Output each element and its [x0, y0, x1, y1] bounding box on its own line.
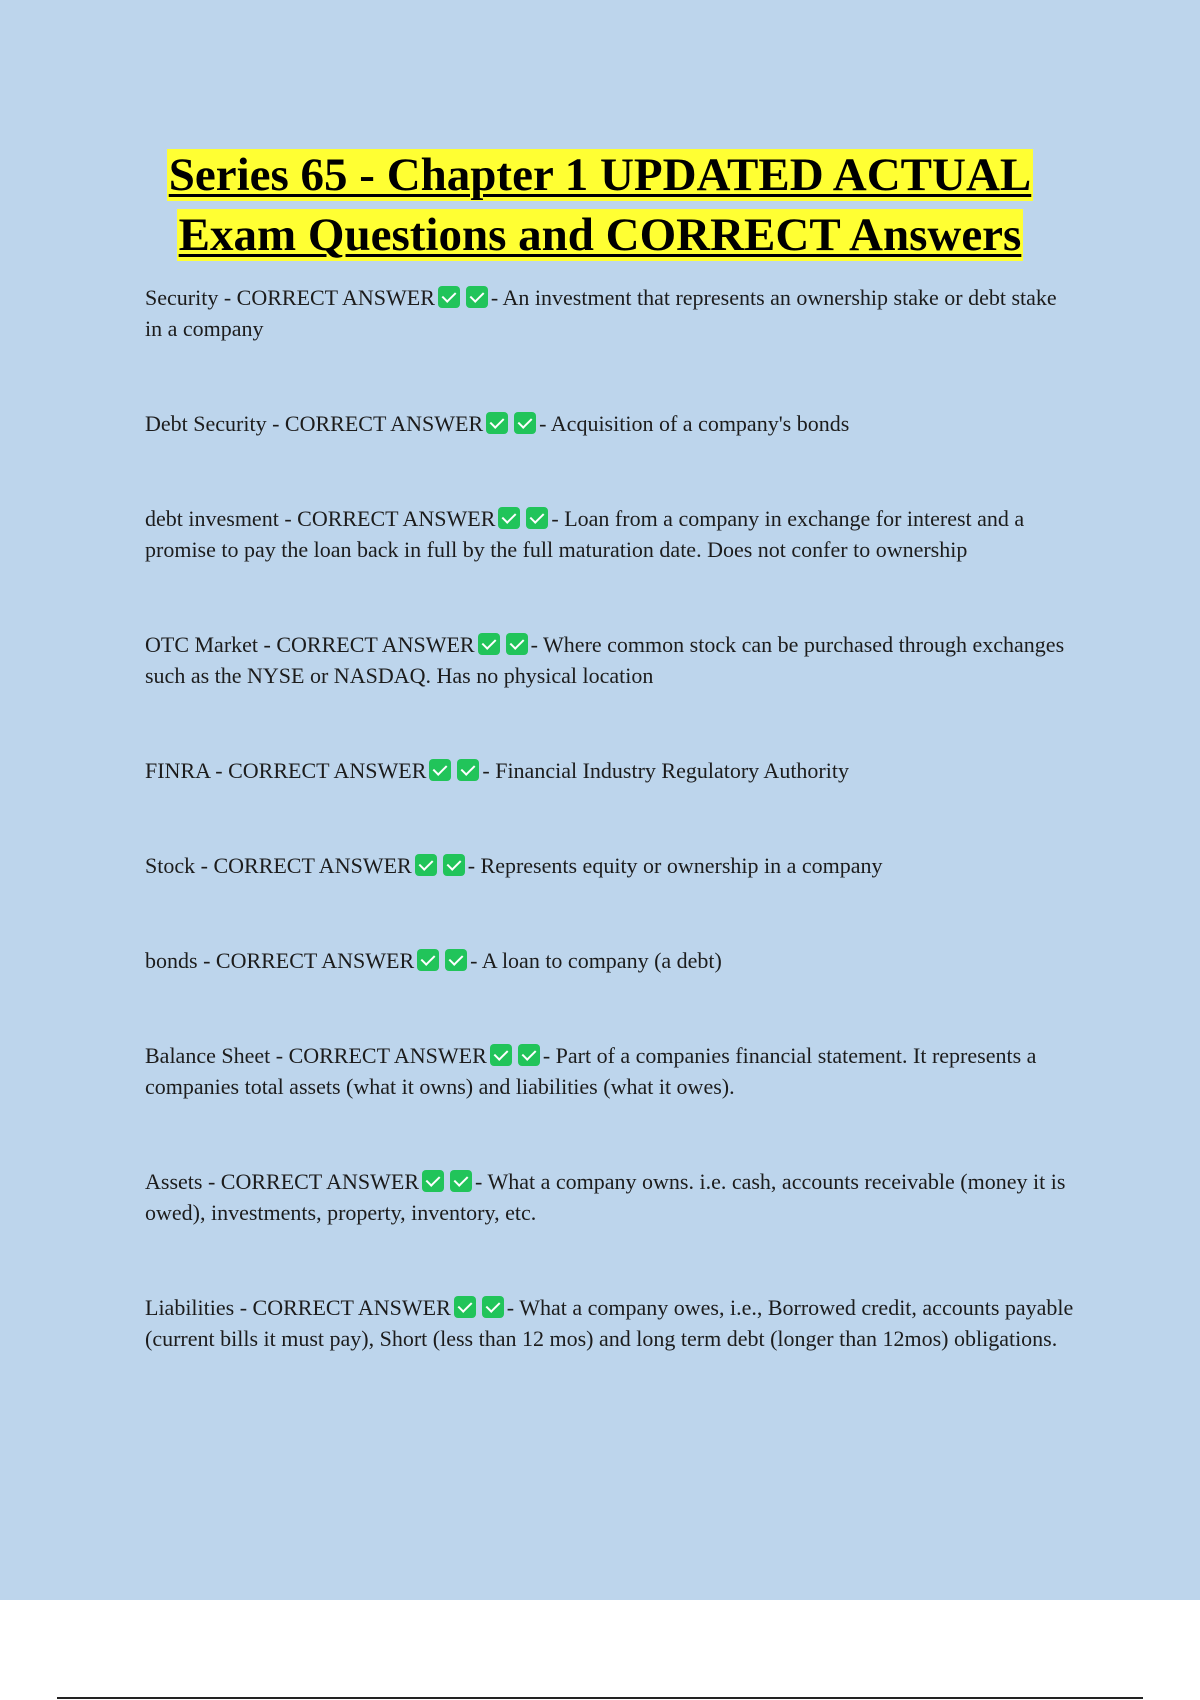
qa-entry: Balance Sheet - CORRECT ANSWER - Part of a companies financial statement. It represents a companies total assets (what it owns) and liabilities (what it owes).: [145, 1043, 1037, 1099]
green-check-icon: [486, 412, 508, 434]
entry-term: Balance Sheet: [145, 1043, 271, 1068]
green-check-icon: [466, 286, 488, 308]
entry-term: OTC Market: [145, 632, 259, 657]
qa-entry-list: [145, 282, 1075, 1354]
qa-entry: bonds - CORRECT ANSWER - A loan to company (a debt): [145, 948, 722, 973]
entry-definition: What a company owes, i.e., Borrowed credit, accounts payable (current bills it must pay), Short (less than 12 mos) and long term debt (longer than 12mos) obligations.: [145, 1295, 1074, 1351]
correct-answer-label: CORRECT ANSWER: [215, 948, 415, 973]
green-check-icon: [526, 507, 548, 529]
entry-term: Debt Security: [145, 411, 267, 436]
green-check-icon: [482, 1296, 504, 1318]
qa-entry: debt invesment - CORRECT ANSWER - Loan from a company in exchange for interest and a promise to pay the loan back in full by the full maturation date. Does not confer to ownership: [145, 506, 1025, 562]
title-line-1: Series 65 - Chapter 1 UPDATED ACTUAL: [168, 149, 1032, 201]
green-check-icon: [514, 412, 536, 434]
correct-answer-label: CORRECT ANSWER: [228, 758, 427, 783]
green-check-icon: [438, 286, 460, 308]
entry-definition: Acquisition of a company's bonds: [550, 411, 850, 436]
green-check-icon: [478, 633, 500, 655]
entry-definition: What a company owns. i.e. cash, accounts receivable (money it is owed), investments, property, inventory, etc.: [145, 1169, 1066, 1225]
green-check-icon: [518, 1044, 540, 1066]
qa-entry: Stock - CORRECT ANSWER - Represents equity or ownership in a company: [145, 853, 883, 878]
green-check-icon: [429, 759, 451, 781]
entry-definition: An investment that represents an ownership stake or debt stake in a company: [145, 285, 1057, 341]
correct-answer-label: CORRECT ANSWER: [284, 411, 484, 436]
correct-answer-label: CORRECT ANSWER: [252, 1295, 451, 1320]
entry-definition: A loan to company (a debt): [481, 948, 722, 973]
qa-entry: OTC Market - CORRECT ANSWER - Where common stock can be purchased through exchanges such as the NYSE or NASDAQ. Has no physical location: [145, 632, 1065, 688]
qa-entry: Liabilities - CORRECT ANSWER - What a company owes, i.e., Borrowed credit, accounts payable (current bills it must pay), Short (less than 12 mos) and long term debt (longer than 12mos) obligations.: [145, 1295, 1074, 1351]
entry-term: Assets: [145, 1169, 203, 1194]
entry-term: bonds: [145, 948, 198, 973]
correct-answer-label: CORRECT ANSWER: [220, 1169, 420, 1194]
qa-entry: Debt Security - CORRECT ANSWER - Acquisition of a company's bonds: [145, 411, 850, 436]
green-check-icon: [422, 1170, 444, 1192]
green-check-icon: [490, 1044, 512, 1066]
green-check-icon: [417, 949, 439, 971]
correct-answer-label: CORRECT ANSWER: [236, 285, 435, 310]
green-check-icon: [506, 633, 528, 655]
qa-entry: FINRA - CORRECT ANSWER - Financial Industry Regulatory Authority: [145, 758, 849, 783]
entry-term: FINRA: [145, 758, 210, 783]
entry-term: Security: [145, 285, 219, 310]
green-check-icon: [445, 949, 467, 971]
correct-answer-label: CORRECT ANSWER: [276, 632, 475, 657]
correct-answer-label: CORRECT ANSWER: [297, 506, 496, 531]
entry-definition: Part of a companies financial statement. It represents a companies total assets (what it owns) and liabilities (what it owes).: [145, 1043, 1037, 1099]
entry-definition: Financial Industry Regulatory Authority: [495, 758, 849, 783]
footer-divider: [57, 1697, 1143, 1699]
green-check-icon: [415, 854, 437, 876]
entry-term: Stock: [145, 853, 196, 878]
entry-definition: Where common stock can be purchased through exchanges such as the NYSE or NASDAQ. Has no physical location: [145, 632, 1065, 688]
title-line-2: Exam Questions and CORRECT Answers: [178, 209, 1022, 261]
qa-entry: Security - CORRECT ANSWER - An investment that represents an ownership stake or debt stake in a company: [145, 285, 1057, 341]
correct-answer-label: CORRECT ANSWER: [213, 853, 412, 878]
entry-term: debt invesment: [145, 506, 279, 531]
correct-answer-label: CORRECT ANSWER: [288, 1043, 487, 1068]
green-check-icon: [454, 1296, 476, 1318]
document-title: [0, 145, 1200, 265]
qa-entry: Assets - CORRECT ANSWER - What a company owns. i.e. cash, accounts receivable (money it is owed), investments, property, inventory, etc.: [145, 1169, 1066, 1225]
green-check-icon: [450, 1170, 472, 1192]
green-check-icon: [443, 854, 465, 876]
entry-definition: Loan from a company in exchange for interest and a promise to pay the loan back in full by the full maturation date. Does not confer to ownership: [145, 506, 1025, 562]
green-check-icon: [498, 507, 520, 529]
green-check-icon: [457, 759, 479, 781]
entry-term: Liabilities: [145, 1295, 235, 1320]
entry-definition: Represents equity or ownership in a company: [480, 853, 883, 878]
